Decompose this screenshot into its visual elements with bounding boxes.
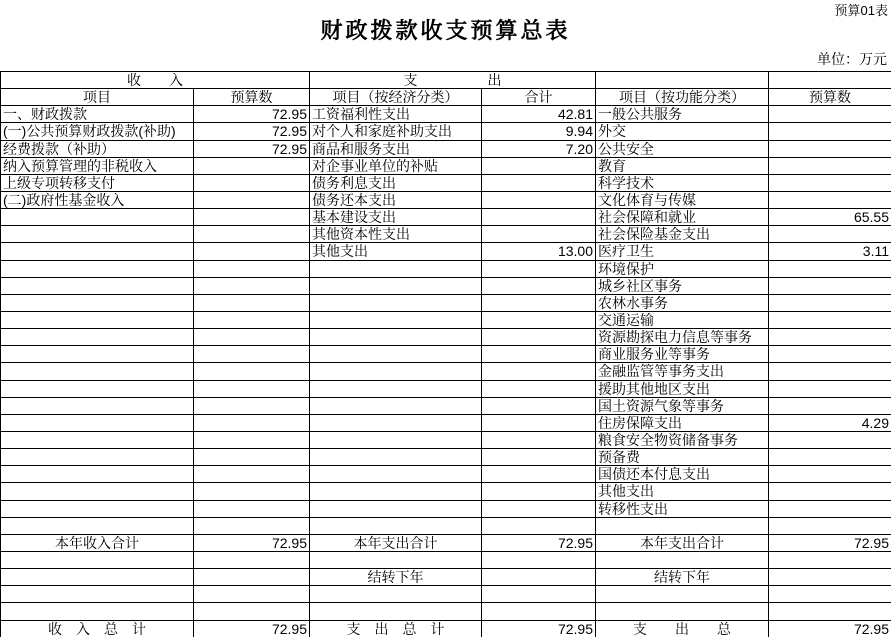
summary-label: 本年支出合计	[310, 534, 482, 551]
summary-label	[1, 551, 194, 568]
economic-item-value	[482, 260, 596, 277]
income-item-label	[1, 449, 194, 466]
economic-item-value	[482, 209, 596, 226]
functional-item-value	[769, 123, 891, 140]
summary-value: 72.95	[482, 534, 596, 551]
functional-item-value	[769, 311, 891, 328]
functional-item-label: 国债还本付息支出	[596, 466, 769, 483]
economic-item-label	[310, 311, 482, 328]
summary-row	[1, 534, 891, 551]
table-row	[1, 397, 891, 414]
table-row	[1, 500, 891, 517]
income-item-label	[1, 260, 194, 277]
column-header-row	[1, 89, 891, 106]
economic-item-value	[482, 431, 596, 448]
economic-item-value	[482, 500, 596, 517]
summary-value	[769, 586, 891, 603]
economic-item-value	[482, 414, 596, 431]
functional-item-value	[769, 483, 891, 500]
economic-item-label	[310, 414, 482, 431]
summary-value	[194, 586, 310, 603]
table-row	[1, 431, 891, 448]
budget-table	[0, 71, 891, 637]
summary-label: 支 出 总 计	[310, 620, 482, 637]
summary-label	[1, 586, 194, 603]
economic-item-label	[310, 483, 482, 500]
economic-item-value	[482, 363, 596, 380]
summary-label	[596, 551, 769, 568]
income-item-label	[1, 311, 194, 328]
group-header-income: 收 入	[1, 72, 310, 89]
income-item-label	[1, 294, 194, 311]
economic-item-value	[482, 483, 596, 500]
summary-row	[1, 603, 891, 620]
income-item-label	[1, 431, 194, 448]
economic-item-label: 商品和服务支出	[310, 140, 482, 157]
income-item-value	[194, 329, 310, 346]
col-header-income-item: 项目	[1, 89, 194, 106]
functional-item-value	[769, 466, 891, 483]
income-item-label	[1, 483, 194, 500]
table-row	[1, 277, 891, 294]
col-header-functional-budget: 预算数	[769, 89, 891, 106]
table-row	[1, 449, 891, 466]
functional-item-value	[769, 449, 891, 466]
group-header-row	[1, 72, 891, 89]
income-item-value	[194, 500, 310, 517]
functional-item-label: 一般公共服务	[596, 106, 769, 123]
summary-label: 结转下年	[596, 569, 769, 586]
table-row	[1, 294, 891, 311]
table-row	[1, 483, 891, 500]
summary-value: 72.95	[482, 620, 596, 637]
functional-item-value	[769, 346, 891, 363]
summary-label: 支 出 总	[596, 620, 769, 637]
income-item-label	[1, 243, 194, 260]
table-row	[1, 329, 891, 346]
summary-label: 收 入 总 计	[1, 620, 194, 637]
summary-value	[769, 569, 891, 586]
table-row	[1, 123, 891, 140]
summary-row	[1, 517, 891, 534]
economic-item-value: 7.20	[482, 140, 596, 157]
income-item-label	[1, 397, 194, 414]
summary-value	[482, 517, 596, 534]
summary-value	[482, 569, 596, 586]
summary-row	[1, 551, 891, 568]
economic-item-label	[310, 397, 482, 414]
summary-label	[310, 603, 482, 620]
economic-item-label	[310, 466, 482, 483]
economic-item-value: 42.81	[482, 106, 596, 123]
summary-row	[1, 586, 891, 603]
economic-item-label: 债务利息支出	[310, 174, 482, 191]
income-item-label	[1, 209, 194, 226]
income-item-label: 一、财政拨款	[1, 106, 194, 123]
summary-row	[1, 620, 891, 637]
summary-value	[769, 603, 891, 620]
summary-label	[310, 586, 482, 603]
table-row	[1, 157, 891, 174]
functional-item-value	[769, 260, 891, 277]
functional-item-value	[769, 294, 891, 311]
income-item-value	[194, 449, 310, 466]
functional-item-value	[769, 106, 891, 123]
summary-label	[596, 603, 769, 620]
doc-code-label: 预算01表	[834, 3, 888, 18]
summary-label	[310, 517, 482, 534]
economic-item-value	[482, 191, 596, 208]
income-item-value	[194, 243, 310, 260]
income-item-label	[1, 363, 194, 380]
summary-label: 本年支出合计	[596, 534, 769, 551]
table-row	[1, 209, 891, 226]
functional-item-value: 3.11	[769, 243, 891, 260]
functional-item-label: 其他支出	[596, 483, 769, 500]
income-item-value	[194, 174, 310, 191]
page-title: 财政拨款收支预算总表	[320, 18, 571, 43]
summary-label	[310, 551, 482, 568]
functional-item-label: 文化体育与传媒	[596, 191, 769, 208]
economic-item-label	[310, 363, 482, 380]
income-item-value	[194, 483, 310, 500]
col-header-economic-item: 项目（按经济分类）	[310, 89, 482, 106]
summary-label	[1, 569, 194, 586]
functional-item-label: 预备费	[596, 449, 769, 466]
functional-item-value	[769, 329, 891, 346]
income-item-label: 纳入预算管理的非税收入	[1, 157, 194, 174]
summary-value: 72.95	[194, 534, 310, 551]
functional-item-label: 外交	[596, 123, 769, 140]
economic-item-label: 基本建设支出	[310, 209, 482, 226]
functional-item-label: 公共安全	[596, 140, 769, 157]
economic-item-value	[482, 277, 596, 294]
col-header-income-budget: 预算数	[194, 89, 310, 106]
functional-item-label: 社会保险基金支出	[596, 226, 769, 243]
summary-label	[596, 586, 769, 603]
functional-item-value: 65.55	[769, 209, 891, 226]
income-item-label: 经费拨款（补助）	[1, 140, 194, 157]
functional-item-label: 科学技术	[596, 174, 769, 191]
income-item-value: 72.95	[194, 123, 310, 140]
table-row	[1, 346, 891, 363]
economic-item-label	[310, 346, 482, 363]
economic-item-value	[482, 346, 596, 363]
income-item-label	[1, 414, 194, 431]
table-row	[1, 243, 891, 260]
group-header-blank-2	[769, 72, 891, 89]
summary-label	[1, 603, 194, 620]
summary-value	[194, 603, 310, 620]
income-item-value	[194, 157, 310, 174]
functional-item-label: 金融监管等事务支出	[596, 363, 769, 380]
summary-row	[1, 569, 891, 586]
economic-item-label	[310, 329, 482, 346]
income-item-value	[194, 346, 310, 363]
functional-item-value	[769, 277, 891, 294]
economic-item-label	[310, 277, 482, 294]
economic-item-label: 其他资本性支出	[310, 226, 482, 243]
economic-item-value	[482, 380, 596, 397]
summary-value: 72.95	[769, 620, 891, 637]
income-item-value	[194, 209, 310, 226]
functional-item-value	[769, 397, 891, 414]
group-header-expense: 支 出	[310, 72, 596, 89]
income-item-value: 72.95	[194, 140, 310, 157]
col-header-expense-total: 合计	[482, 89, 596, 106]
income-item-value	[194, 380, 310, 397]
summary-value	[482, 586, 596, 603]
unit-label: 单位：万元	[817, 51, 887, 67]
functional-item-value	[769, 363, 891, 380]
income-item-label: (二)政府性基金收入	[1, 191, 194, 208]
economic-item-label: 其他支出	[310, 243, 482, 260]
functional-item-label: 医疗卫生	[596, 243, 769, 260]
economic-item-label	[310, 449, 482, 466]
summary-value	[769, 551, 891, 568]
summary-value	[194, 517, 310, 534]
table-row	[1, 311, 891, 328]
income-item-value	[194, 226, 310, 243]
economic-item-label	[310, 500, 482, 517]
functional-item-value	[769, 226, 891, 243]
functional-item-label: 资源勘探电力信息等事务	[596, 329, 769, 346]
summary-value	[482, 603, 596, 620]
table-row	[1, 414, 891, 431]
income-item-value	[194, 311, 310, 328]
income-item-value: 72.95	[194, 106, 310, 123]
table-row	[1, 260, 891, 277]
income-item-label	[1, 329, 194, 346]
functional-item-value	[769, 191, 891, 208]
functional-item-label: 住房保障支出	[596, 414, 769, 431]
summary-value	[194, 551, 310, 568]
income-item-label	[1, 226, 194, 243]
col-header-functional-item: 项目（按功能分类）	[596, 89, 769, 106]
economic-item-label: 对企事业单位的补贴	[310, 157, 482, 174]
functional-item-label: 环境保护	[596, 260, 769, 277]
functional-item-value	[769, 140, 891, 157]
economic-item-value: 9.94	[482, 123, 596, 140]
functional-item-value	[769, 380, 891, 397]
table-row	[1, 191, 891, 208]
economic-item-value	[482, 174, 596, 191]
functional-item-value	[769, 157, 891, 174]
income-item-label	[1, 466, 194, 483]
functional-item-label: 国土资源气象等事务	[596, 397, 769, 414]
table-row	[1, 363, 891, 380]
summary-value	[482, 551, 596, 568]
income-item-label	[1, 277, 194, 294]
income-item-value	[194, 277, 310, 294]
income-item-label: (一)公共预算财政拨款(补助)	[1, 123, 194, 140]
income-item-value	[194, 294, 310, 311]
economic-item-value	[482, 329, 596, 346]
summary-value: 72.95	[769, 534, 891, 551]
income-item-label	[1, 500, 194, 517]
summary-value: 72.95	[194, 620, 310, 637]
summary-value	[194, 569, 310, 586]
functional-item-value	[769, 431, 891, 448]
functional-item-label: 教育	[596, 157, 769, 174]
summary-label	[1, 517, 194, 534]
summary-label: 结转下年	[310, 569, 482, 586]
functional-item-value: 4.29	[769, 414, 891, 431]
table-row	[1, 226, 891, 243]
functional-item-label: 社会保障和就业	[596, 209, 769, 226]
economic-item-value	[482, 226, 596, 243]
economic-item-label: 工资福利性支出	[310, 106, 482, 123]
income-item-value	[194, 363, 310, 380]
table-row	[1, 174, 891, 191]
table-row	[1, 380, 891, 397]
economic-item-value: 13.00	[482, 243, 596, 260]
income-item-value	[194, 191, 310, 208]
economic-item-label	[310, 380, 482, 397]
functional-item-label: 城乡社区事务	[596, 277, 769, 294]
economic-item-value	[482, 466, 596, 483]
income-item-value	[194, 260, 310, 277]
economic-item-label: 对个人和家庭补助支出	[310, 123, 482, 140]
economic-item-label	[310, 294, 482, 311]
income-item-value	[194, 431, 310, 448]
summary-label: 本年收入合计	[1, 534, 194, 551]
economic-item-label	[310, 260, 482, 277]
summary-value	[769, 517, 891, 534]
functional-item-label: 转移性支出	[596, 500, 769, 517]
functional-item-value	[769, 500, 891, 517]
summary-label	[596, 517, 769, 534]
economic-item-value	[482, 294, 596, 311]
income-item-label	[1, 380, 194, 397]
income-item-label: 上级专项转移支付	[1, 174, 194, 191]
table-row	[1, 106, 891, 123]
economic-item-value	[482, 397, 596, 414]
income-item-value	[194, 397, 310, 414]
economic-item-value	[482, 311, 596, 328]
economic-item-value	[482, 449, 596, 466]
functional-item-label: 商业服务业等事务	[596, 346, 769, 363]
functional-item-label: 农林水事务	[596, 294, 769, 311]
group-header-blank-1	[596, 72, 769, 89]
functional-item-value	[769, 174, 891, 191]
table-row	[1, 466, 891, 483]
income-item-label	[1, 346, 194, 363]
functional-item-label: 粮食安全物资储备事务	[596, 431, 769, 448]
table-row	[1, 140, 891, 157]
economic-item-value	[482, 157, 596, 174]
functional-item-label: 援助其他地区支出	[596, 380, 769, 397]
functional-item-label: 交通运输	[596, 311, 769, 328]
income-item-value	[194, 414, 310, 431]
economic-item-label	[310, 431, 482, 448]
economic-item-label: 债务还本支出	[310, 191, 482, 208]
income-item-value	[194, 466, 310, 483]
